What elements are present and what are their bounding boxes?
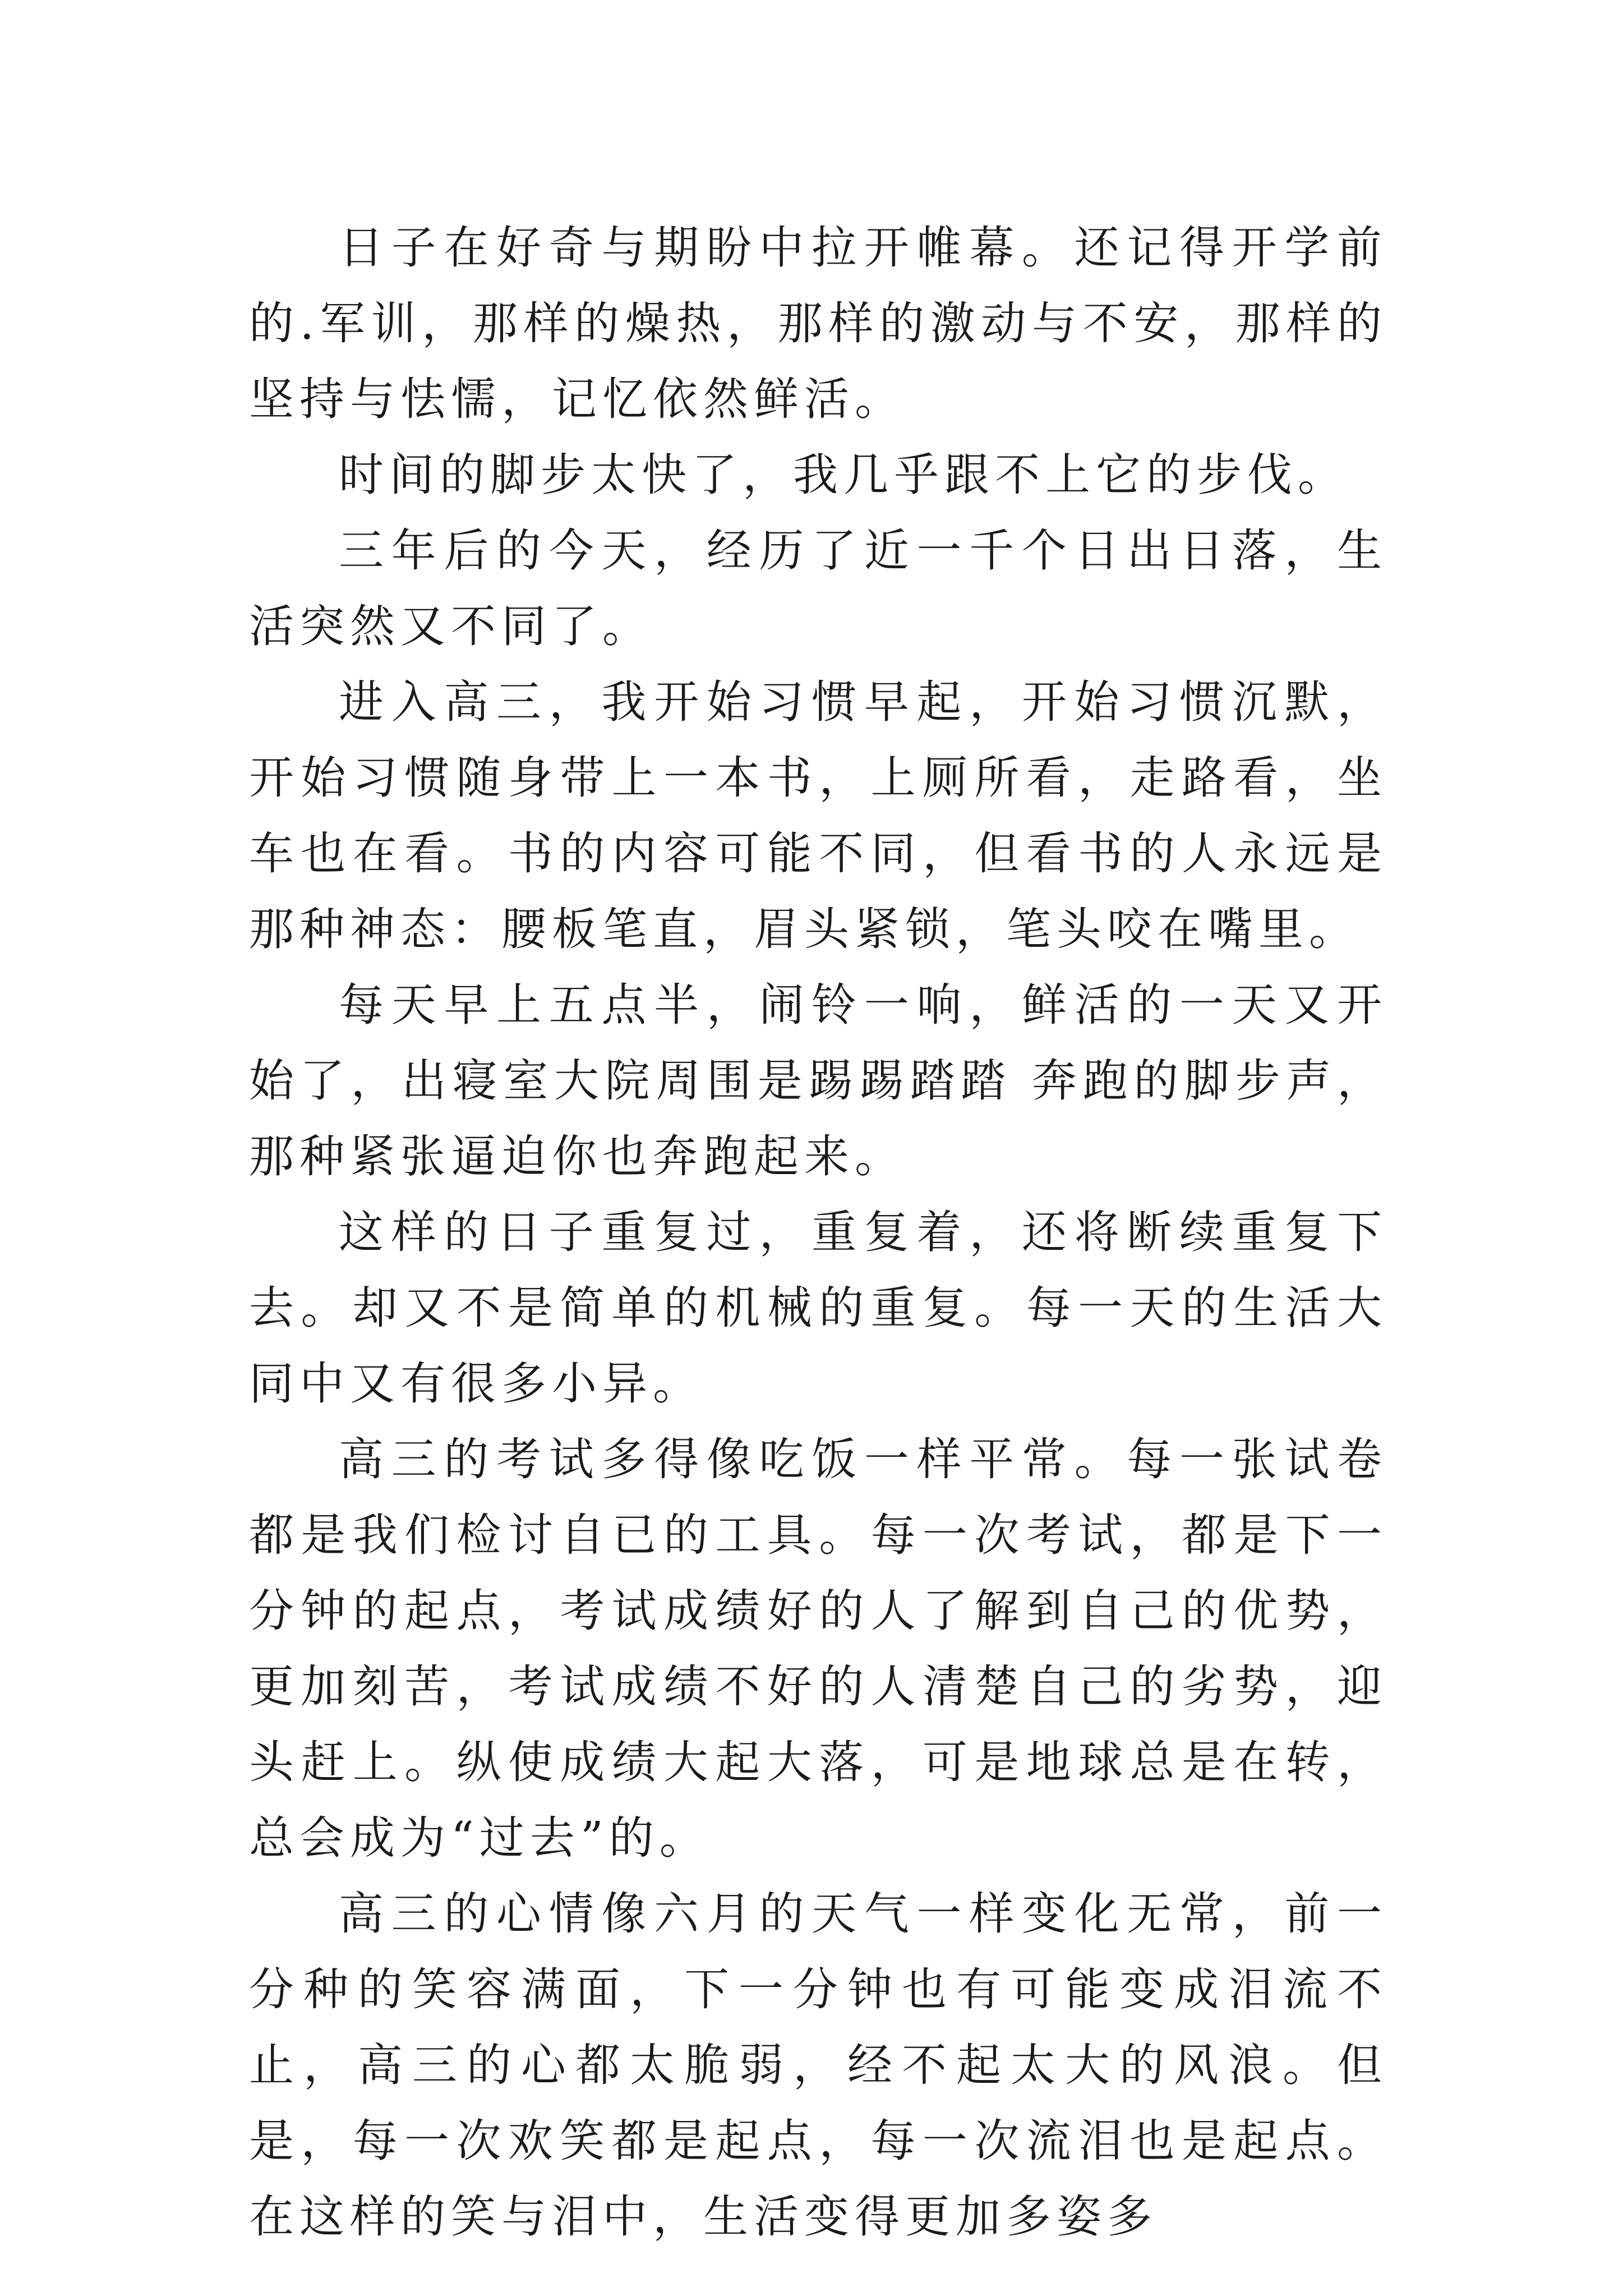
paragraph-7: 高三的考试多得像吃饭一样平常。每一张试卷都是我们检讨自已的工具。每一次考试，都是下一分钟的起点，考试成绩好的人了解到自己的优势，更加刻苦，考试成绩不好的人清楚自己的劣势，迎头赶上。纵使成绩大起大落，可是地球总是在转，总会成为“过去”的。 [249, 1433, 1387, 1864]
paragraph-1: 日子在好奇与期盼中拉开帷幕。还记得开学前的.军训，那样的燥热，那样的激动与不安，那样的坚持与怯懦，记忆依然鲜活。 [249, 222, 1387, 425]
paragraph-3: 三年后的今天，经历了近一千个日出日落，生活突然又不同了。 [249, 524, 1387, 652]
essay-body [249, 210, 1387, 2254]
paragraph-2: 时间的脚步太快了，我几乎跟不上它的步伐。 [339, 449, 1348, 501]
paragraph-6: 这样的日子重复过，重复着，还将断续重复下去。却又不是简单的机械的重复。每一天的生活大同中又有很多小异。 [249, 1206, 1387, 1410]
paragraph-4: 进入高三，我开始习惯早起，开始习惯沉默，开始习惯随身带上一本书，上厕所看，走路看，坐车也在看。书的内容可能不同，但看书的人永远是那种神态：腰板笔直，眉头紧锁，笔头咬在嘴里。 [249, 676, 1387, 955]
paragraph-8: 高三的心情像六月的天气一样变化无常，前一分种的笑容满面，下一分钟也有可能变成泪流不止，高三的心都太脆弱，经不起太大的风浪。但是，每一次欢笑都是起点，每一次流泪也是起点。在这样的笑与泪中，生活变得更加多姿多 [249, 1888, 1387, 2243]
paragraph-5: 每天早上五点半，闹铃一响，鲜活的一天又开始了，出寝室大院周围是踢踢踏踏 奔跑的脚步声，那种紧张逼迫你也奔跑起来。 [249, 979, 1387, 1182]
